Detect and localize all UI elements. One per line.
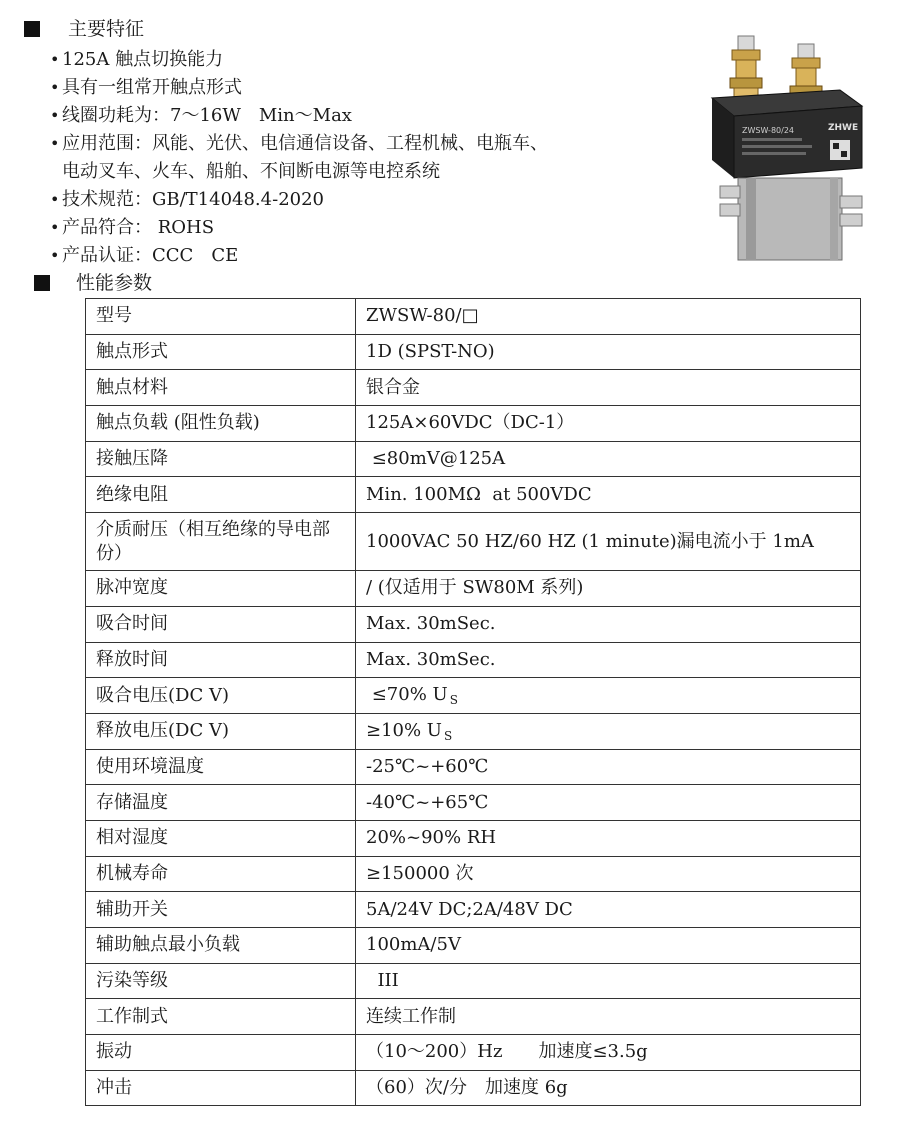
product-model-label: ZWSW-80/24: [742, 126, 794, 135]
param-name-cell: 冲击: [86, 1070, 356, 1106]
param-value-cell: [356, 1070, 861, 1106]
param-value-cell: [356, 713, 861, 749]
param-value-text: 银合金: [366, 376, 420, 398]
param-name-cell: 触点形式: [86, 334, 356, 370]
param-value-cell: [356, 928, 861, 964]
param-name-cell: 工作制式: [86, 999, 356, 1035]
bullet-icon: •: [50, 218, 60, 237]
param-name-cell: 振动: [86, 1035, 356, 1071]
table-row: [86, 963, 861, 999]
param-value-text: 5A/24V DC;2A/48V DC: [366, 898, 573, 920]
param-value-text: （60）次/分 加速度 6g: [366, 1077, 568, 1099]
features-heading-text: 主要特征: [68, 18, 145, 40]
features-heading: [24, 17, 144, 41]
param-value-cell: [356, 370, 861, 406]
bullet-icon: •: [50, 106, 60, 125]
param-value-text: ≤80mV@125A: [366, 448, 506, 470]
feature-item: [50, 74, 548, 102]
feature-item: [50, 130, 548, 158]
table-row: [86, 856, 861, 892]
params-heading-text: 性能参数: [76, 272, 153, 294]
param-value-text: 连续工作制: [366, 1005, 456, 1027]
param-name-cell: 绝缘电阻: [86, 477, 356, 513]
feature-text: 电动叉车、火车、船舶、不间断电源等电控系统: [62, 161, 440, 182]
param-value-cell: [356, 606, 861, 642]
table-row: [86, 749, 861, 785]
table-row: [86, 513, 861, 571]
table-row: [86, 334, 861, 370]
bullet-icon: •: [50, 246, 60, 265]
feature-text: 线圈功耗为：7～16W Min～Max: [62, 105, 352, 126]
table-row: [86, 370, 861, 406]
feature-item: [50, 102, 548, 130]
param-value-cell: [356, 642, 861, 678]
table-row: [86, 785, 861, 821]
feature-text: 产品符合： ROHS: [62, 217, 215, 238]
param-value-text: Max. 30mSec.: [366, 648, 496, 670]
table-row: [86, 406, 861, 442]
square-bullet-icon: [34, 275, 50, 291]
feature-list: [50, 46, 548, 270]
param-value-cell: [356, 999, 861, 1035]
param-value-text: ZWSW-80/□: [366, 305, 479, 327]
specs-table: [85, 298, 861, 1106]
table-row: [86, 678, 861, 714]
param-name-cell: 使用环境温度: [86, 749, 356, 785]
table-row: [86, 642, 861, 678]
table-row: [86, 571, 861, 607]
param-value-cell: [356, 892, 861, 928]
param-name-cell: 触点负载 (阻性负载): [86, 406, 356, 442]
param-name-cell: 污染等级: [86, 963, 356, 999]
bullet-icon: •: [50, 50, 60, 69]
param-value-text: 100mA/5V: [366, 934, 461, 956]
feature-item: [50, 242, 548, 270]
table-row: [86, 713, 861, 749]
param-value-text: Min. 100MΩ at 500VDC: [366, 483, 592, 505]
feature-text: 技术规范：GB/T14048.4-2020: [62, 189, 325, 210]
param-value-cell: [356, 820, 861, 856]
param-name-cell: 相对湿度: [86, 820, 356, 856]
feature-item: [50, 46, 548, 74]
table-row: [86, 1035, 861, 1071]
param-value-text: ≥10% U: [366, 719, 442, 741]
param-value-cell: [356, 513, 861, 571]
param-value-cell: [356, 1035, 861, 1071]
bullet-icon: •: [50, 134, 60, 153]
table-row: [86, 999, 861, 1035]
feature-text: 具有一组常开触点形式: [62, 77, 242, 98]
param-name-cell: 吸合时间: [86, 606, 356, 642]
param-name-cell: 接触压降: [86, 441, 356, 477]
feature-item: [50, 214, 548, 242]
param-value-subscript: S: [449, 693, 458, 708]
contactor-product-image: [690, 28, 880, 268]
table-row: [86, 928, 861, 964]
param-name-cell: 释放电压(DC V): [86, 713, 356, 749]
param-value-cell: [356, 749, 861, 785]
table-row: [86, 441, 861, 477]
param-value-text: ≤70% U: [366, 684, 448, 706]
param-value-cell: [356, 678, 861, 714]
param-value-cell: [356, 963, 861, 999]
param-value-text: III: [366, 970, 399, 992]
param-value-subscript: S: [443, 728, 453, 743]
param-name-cell: 释放时间: [86, 642, 356, 678]
param-value-text: Max. 30mSec.: [366, 613, 496, 635]
param-value-text: 20%~90% RH: [366, 827, 497, 849]
table-row: [86, 892, 861, 928]
table-row: [86, 1070, 861, 1106]
param-value-cell: [356, 299, 861, 335]
param-value-cell: [356, 571, 861, 607]
param-value-text: 1D (SPST-NO): [366, 341, 495, 363]
param-value-cell: [356, 477, 861, 513]
table-row: [86, 820, 861, 856]
feature-text: 产品认证：CCC CE: [62, 245, 239, 266]
param-name-cell: 吸合电压(DC V): [86, 678, 356, 714]
feature-item: [50, 186, 548, 214]
table-row: [86, 477, 861, 513]
param-name-cell: 脉冲宽度: [86, 571, 356, 607]
param-value-text: / (仅适用于 SW80M 系列): [366, 577, 584, 599]
product-brand-label: ZHWE: [828, 123, 859, 133]
bullet-icon: •: [50, 78, 60, 97]
feature-item: [50, 158, 548, 186]
square-bullet-icon: [24, 21, 40, 37]
table-row: [86, 299, 861, 335]
param-value-text: ≥150000 次: [366, 862, 474, 884]
param-value-text: -25℃~+60℃: [366, 755, 489, 777]
param-value-cell: [356, 441, 861, 477]
param-name-cell: 辅助开关: [86, 892, 356, 928]
param-value-cell: [356, 785, 861, 821]
param-name-cell: 辅助触点最小负载: [86, 928, 356, 964]
param-name-cell: 机械寿命: [86, 856, 356, 892]
table-row: [86, 606, 861, 642]
param-value-text: 125A×60VDC（DC-1）: [366, 412, 575, 434]
param-value-cell: [356, 406, 861, 442]
param-value-cell: [356, 856, 861, 892]
bullet-icon: •: [50, 190, 60, 209]
feature-text: 125A 触点切换能力: [62, 49, 224, 70]
feature-text: 应用范围：风能、光伏、电信通信设备、工程机械、电瓶车、: [62, 133, 548, 154]
param-value-text: 1000VAC 50 HZ/60 HZ (1 minute)漏电流小于 1mA: [366, 530, 814, 552]
param-value-cell: [356, 334, 861, 370]
param-name-cell: 触点材料: [86, 370, 356, 406]
param-value-text: （10～200）Hz 加速度≤3.5g: [366, 1041, 648, 1063]
params-heading: [34, 271, 152, 295]
param-value-text: -40℃~+65℃: [366, 791, 489, 813]
param-name-cell: 存储温度: [86, 785, 356, 821]
param-name-cell: 介质耐压（相互绝缘的导电部份）: [86, 513, 356, 571]
param-name-cell: 型号: [86, 299, 356, 335]
